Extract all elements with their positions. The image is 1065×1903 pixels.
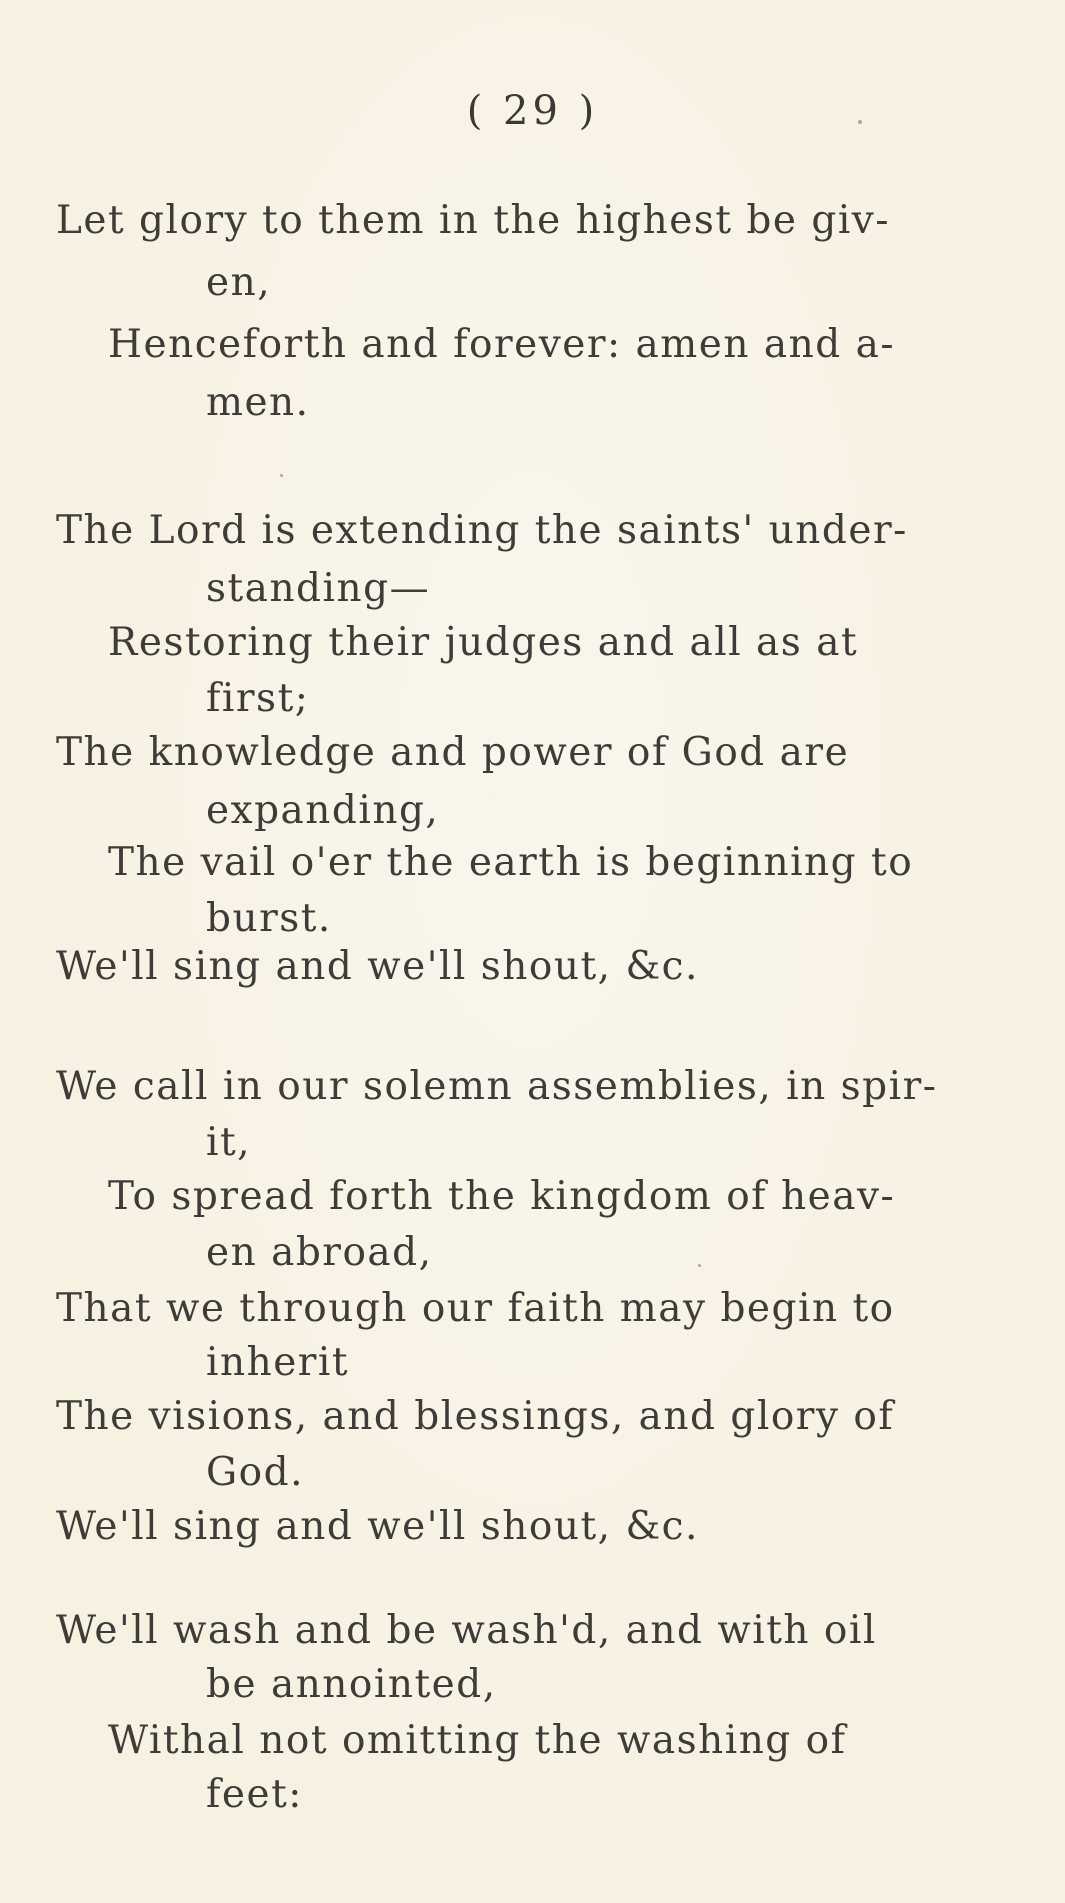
paper-speck: [698, 1264, 701, 1267]
verse-line: feet:: [206, 1772, 303, 1817]
verse-line: The knowledge and power of God are: [56, 730, 850, 775]
verse-line: be annointed,: [206, 1662, 497, 1707]
verse-line: To spread forth the kingdom of heav-: [108, 1174, 896, 1219]
verse-line: expanding,: [206, 788, 440, 833]
verse-line: inherit: [206, 1340, 350, 1385]
verse-line: The vail o'er the earth is beginning to: [108, 840, 914, 885]
verse-line: We'll sing and we'll shout, &c.: [56, 944, 699, 989]
verse-line: first;: [206, 676, 310, 721]
verse-line: men.: [206, 380, 310, 425]
verse-line: We'll sing and we'll shout, &c.: [56, 1504, 699, 1549]
verse-line: The Lord is extending the saints' under-: [56, 508, 908, 553]
verse-line: standing—: [206, 566, 431, 611]
verse-line: We'll wash and be wash'd, and with oil: [56, 1608, 877, 1653]
page-number: ( 29 ): [466, 88, 599, 134]
verse-line: God.: [206, 1450, 304, 1495]
verse-line: We call in our solemn assemblies, in spir-: [56, 1064, 938, 1109]
verse-line: it,: [206, 1120, 252, 1165]
paper-speck: [280, 474, 283, 477]
verse-line: Restoring their judges and all as at: [108, 620, 859, 665]
verse-line: Henceforth and forever: amen and a-: [108, 322, 896, 367]
verse-line: The visions, and blessings, and glory of: [56, 1394, 895, 1439]
verse-line: That we through our faith may begin to: [56, 1286, 895, 1331]
paper-speck: [858, 120, 862, 124]
verse-line: burst.: [206, 896, 332, 941]
verse-line: Withal not omitting the washing of: [108, 1718, 847, 1763]
verse-line: en abroad,: [206, 1230, 433, 1275]
verse-line: Let glory to them in the highest be giv-: [56, 198, 891, 243]
verse-line: en,: [206, 260, 272, 305]
